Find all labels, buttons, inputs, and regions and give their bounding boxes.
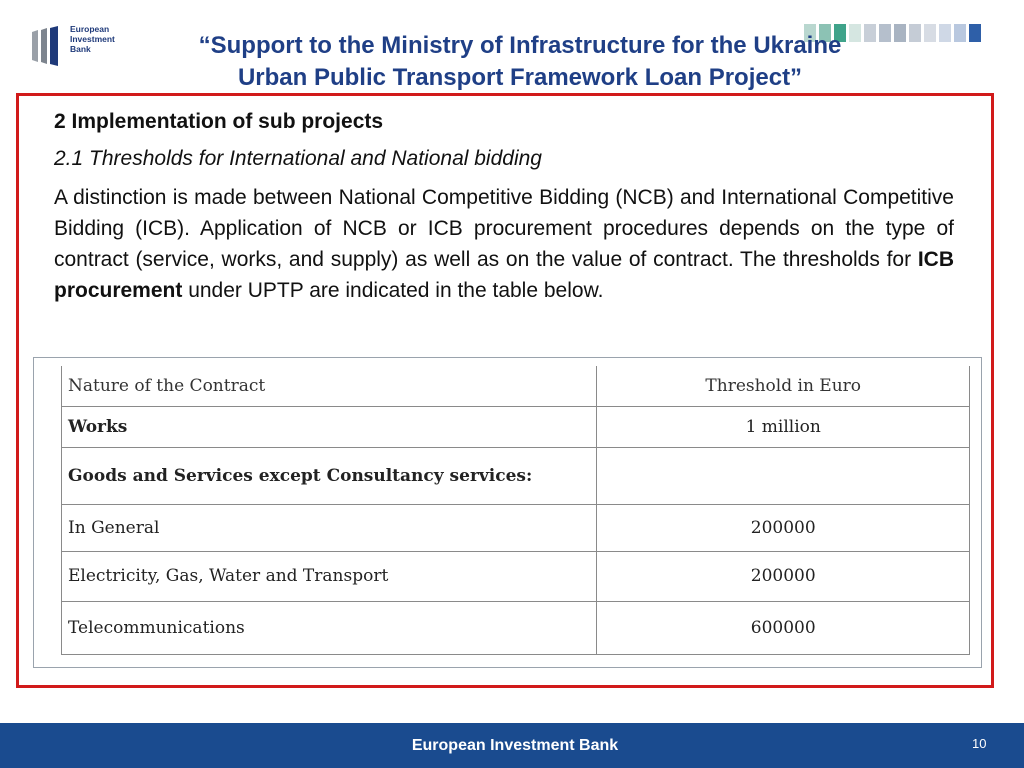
paragraph-bold-text: ICB procurement (54, 248, 954, 302)
table-row (62, 504, 970, 551)
table-row (62, 551, 970, 601)
footer-text: European Investment Bank (411, 737, 619, 754)
table-row (62, 447, 970, 504)
table-row (62, 406, 970, 447)
threshold-table (61, 366, 970, 655)
table-row (62, 601, 970, 654)
section-subheading: 2.1 Thresholds for International and National bidding (54, 147, 542, 170)
decorative-square (939, 24, 951, 42)
paragraph-text-end: under UPTP are indicated in the table below. (182, 279, 604, 302)
header-threshold: Threshold in Euro (597, 366, 970, 406)
row-threshold: 1 million (597, 406, 970, 447)
eib-logo-text (70, 24, 115, 54)
row-threshold: 200000 (597, 551, 970, 601)
decorative-square (924, 24, 936, 42)
paragraph-text-start: A distinction is made between National Competitive Bidding (NCB) and International Competitive Bidding (ICB). Application of NCB or ICB procurement procedures depends on the type of contract (service, works, and supply) as well as on the value of contract. The thresholds for (54, 186, 954, 271)
row-nature: Works (62, 406, 597, 447)
section-heading: 2 Implementation of sub projects (54, 110, 384, 133)
logo-line-3: Bank (70, 44, 91, 54)
slide-title-line-1: “Support to the Ministry of Infrastructure for the Ukraine (198, 32, 842, 59)
decorative-square (894, 24, 906, 42)
eib-logo-mark-icon (30, 26, 64, 66)
slide-title (150, 30, 890, 94)
decorative-square (954, 24, 966, 42)
decorative-square (969, 24, 981, 42)
row-nature: Telecommunications (62, 601, 597, 654)
row-nature: In General (62, 504, 597, 551)
table-header-row (62, 366, 970, 406)
footer-bar (0, 723, 1024, 768)
body-paragraph (54, 182, 954, 306)
page-number: 10 (972, 736, 987, 751)
row-nature: Electricity, Gas, Water and Transport (62, 551, 597, 601)
row-threshold (597, 447, 970, 504)
row-nature: Goods and Services except Consultancy services: (62, 447, 597, 504)
slide-title-line-2: Urban Public Transport Framework Loan Project” (237, 64, 803, 91)
logo-line-1: European (70, 24, 110, 34)
decorative-square (909, 24, 921, 42)
row-threshold: 200000 (597, 504, 970, 551)
header-nature: Nature of the Contract (62, 366, 597, 406)
logo-line-2: Investment (70, 34, 115, 44)
eib-logo (30, 24, 130, 68)
row-threshold: 600000 (597, 601, 970, 654)
